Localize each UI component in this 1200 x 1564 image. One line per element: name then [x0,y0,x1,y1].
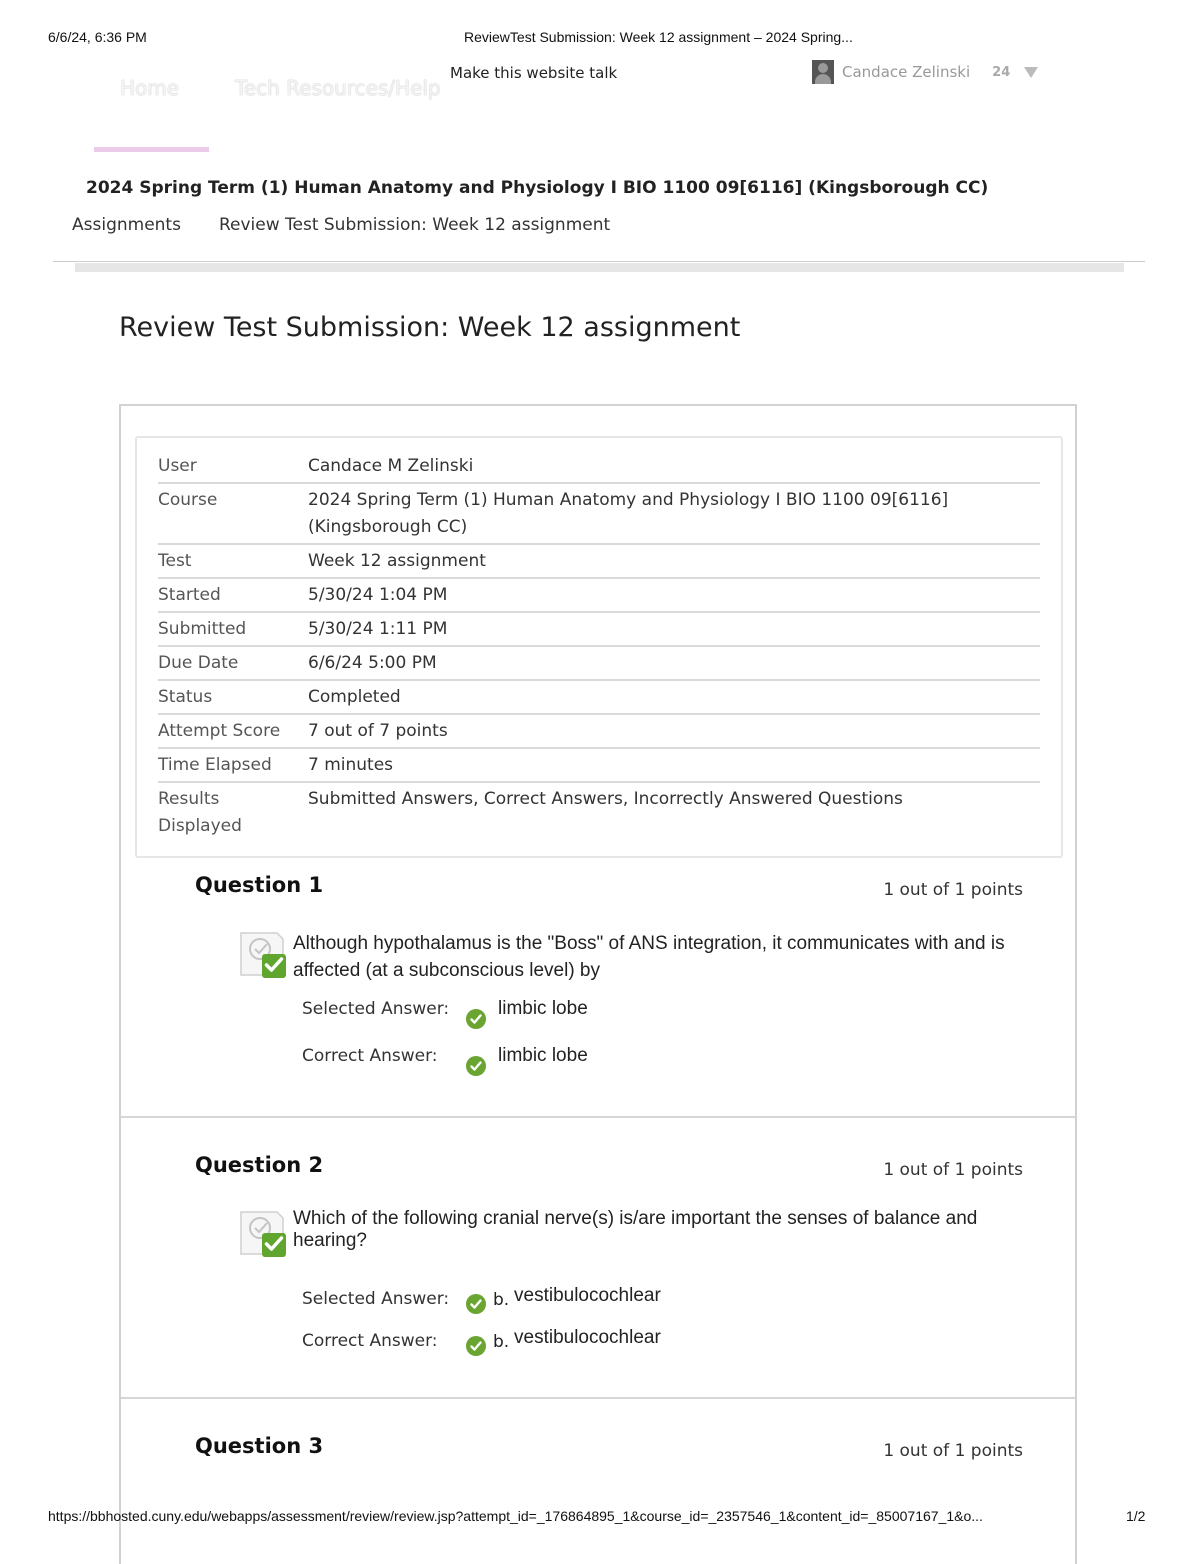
correct-answer-value: vestibulocochlear [514,1327,661,1348]
active-nav-indicator [94,147,209,152]
question-divider [121,1397,1076,1399]
info-value: 5/30/24 1:04 PM [308,585,448,605]
info-value: 5/30/24 1:11 PM [308,619,448,639]
info-value: Week 12 assignment [308,551,486,571]
info-label: Results Displayed [158,789,242,836]
row-divider [158,543,1040,545]
row-divider [158,679,1040,681]
info-label: Submitted [158,619,247,639]
correct-answer-icon [238,1209,286,1257]
selected-answer-option: b. [493,1290,510,1310]
breadcrumb-current: Review Test Submission: Week 12 assignment [218,215,611,235]
info-label: Test [158,551,192,571]
page-title: Review Test Submission: Week 12 assignment [119,312,741,343]
question-3-points: 1 out of 1 points [883,1441,1023,1461]
info-label: User [158,456,197,476]
info-label: Status [158,687,213,707]
user-name: Candace Zelinski [842,63,971,81]
row-divider [158,747,1040,749]
print-datetime: 6/6/24, 6:36 PM [48,29,147,45]
info-label: Time Elapsed [158,755,272,775]
user-menu[interactable] [812,60,1038,84]
correct-answer-icon [238,930,286,978]
print-doc-title: ReviewTest Submission: Week 12 assignment – 2024 Spring... [464,29,853,45]
question-1-text: Although hypothalamus is the "Boss" of ANS integration, it communicates with and is affected (at a subconscious level) by [293,933,1005,981]
correct-answer-label: Correct Answer: [302,1046,438,1066]
correct-answer-label: Correct Answer: [302,1331,438,1351]
content-top-bar [75,263,1124,272]
row-divider [158,713,1040,715]
question-1-points: 1 out of 1 points [883,880,1023,900]
nav-tech-resources-link[interactable]: Tech Resources/Help [235,76,441,100]
info-value: 7 minutes [308,755,394,775]
check-icon [466,1336,486,1356]
selected-answer-label: Selected Answer: [302,1289,450,1309]
info-value: Submitted Answers, Correct Answers, Incorrectly Answered Questions [308,789,903,809]
avatar-icon [812,60,834,84]
question-1-title: Question 1 [195,873,324,897]
divider [53,261,1145,262]
info-label: Started [158,585,221,605]
correct-answer-option: b. [493,1332,510,1352]
info-value: 6/6/24 5:00 PM [308,653,437,673]
row-divider [158,577,1040,579]
selected-answer-value: vestibulocochlear [514,1285,661,1306]
question-2-title: Question 2 [195,1153,324,1177]
selected-answer-label: Selected Answer: [302,999,450,1019]
check-icon [466,1009,486,1029]
question-divider [121,1116,1076,1118]
correct-answer-value: limbic lobe [498,1045,588,1066]
chevron-down-icon[interactable] [1024,67,1038,78]
notification-count[interactable]: 24 [992,64,1011,80]
print-page-number: 1/2 [1126,1508,1146,1524]
info-value: 7 out of 7 points [308,721,448,741]
row-divider [158,781,1040,783]
question-2-points: 1 out of 1 points [883,1160,1023,1180]
make-website-talk-button[interactable]: Make this website talk [450,64,618,82]
info-label: Course [158,490,218,510]
breadcrumb-assignments[interactable]: Assignments [72,215,181,235]
row-divider [158,611,1040,613]
check-icon [466,1294,486,1314]
row-divider [158,645,1040,647]
info-value: Completed [308,687,401,707]
info-label: Due Date [158,653,239,673]
row-divider [158,482,1040,484]
course-title[interactable]: 2024 Spring Term (1) Human Anatomy and Physiology I BIO 1100 09[6116] (Kingsborough CC) [86,178,989,198]
selected-answer-value: limbic lobe [498,998,588,1019]
info-label: Attempt Score [158,721,281,741]
question-2-text: Which of the following cranial nerve(s) is/are important the senses of balance and hearing? [293,1208,978,1251]
info-value: 2024 Spring Term (1) Human Anatomy and Physiology I BIO 1100 09[6116] (Kingsborough CC) [308,490,949,537]
question-3-title: Question 3 [195,1434,324,1458]
check-icon [466,1056,486,1076]
info-value: Candace M Zelinski [308,456,474,476]
print-url: https://bbhosted.cuny.edu/webapps/assessment/review/review.jsp?attempt_id=_176864895_1&course_id=_2357546_1&content_id=_85007167_1&o... [48,1508,983,1524]
breadcrumb [72,215,610,235]
nav-home-link[interactable]: Home [120,76,180,100]
